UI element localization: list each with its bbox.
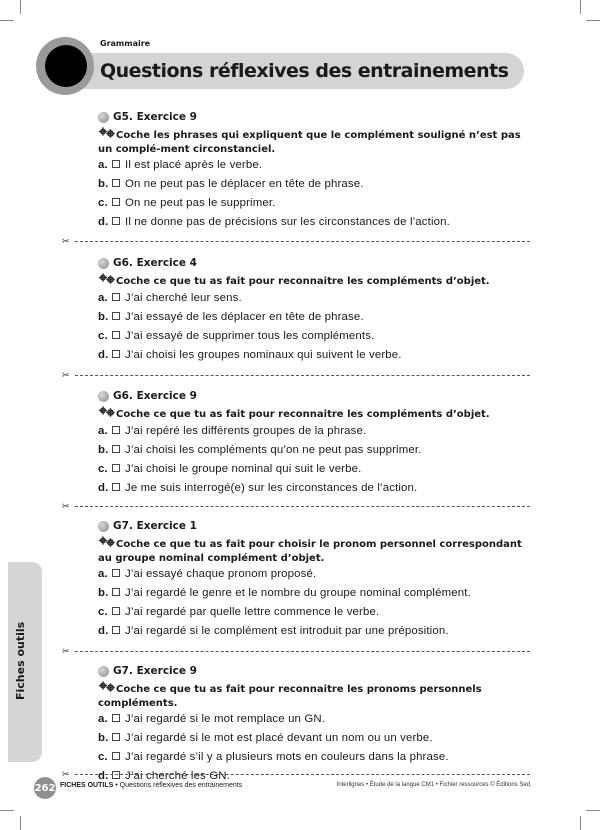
option-letter: c. bbox=[98, 462, 108, 475]
option-text: J’ai cherché leur sens. bbox=[125, 291, 242, 304]
exercise-instruction bbox=[98, 127, 533, 156]
option-letter: b. bbox=[98, 732, 109, 744]
exercise-header bbox=[98, 256, 533, 270]
section-label: Grammaire bbox=[100, 39, 151, 48]
scissors-icon: ✂ bbox=[62, 646, 70, 656]
checkbox-icon[interactable] bbox=[112, 607, 120, 615]
exercise-instruction bbox=[98, 681, 533, 710]
instruction-text: Coche les phrases qui expliquent que le complément souligné n’est pas un complé-ment circonstanciel. bbox=[98, 129, 521, 155]
option-letter: c. bbox=[98, 197, 108, 209]
checkbox-icon[interactable] bbox=[112, 569, 120, 577]
option-letter: b. bbox=[98, 178, 109, 190]
option-item bbox=[98, 216, 533, 235]
option-item bbox=[98, 713, 533, 732]
option-letter: c. bbox=[98, 606, 108, 618]
exercise-label: G6. Exercice 9 bbox=[113, 390, 197, 402]
option-text: J’ai repéré les différents groupes de la phrase. bbox=[125, 424, 367, 437]
grey-circle-icon bbox=[98, 391, 109, 402]
crop-mark bbox=[586, 20, 600, 21]
exercise-header bbox=[98, 664, 533, 678]
option-item bbox=[98, 482, 533, 501]
option-item bbox=[98, 751, 533, 770]
exercise-block bbox=[98, 389, 533, 501]
option-item bbox=[98, 349, 533, 368]
gears-icon bbox=[98, 406, 116, 422]
side-tab-label: Fiches outils bbox=[14, 621, 27, 700]
grey-circle-icon bbox=[98, 521, 109, 532]
gears-icon bbox=[98, 681, 116, 697]
exercise-block bbox=[98, 519, 533, 644]
checkbox-icon[interactable] bbox=[112, 714, 120, 722]
checkbox-icon[interactable] bbox=[112, 588, 120, 596]
scissors-icon: ✂ bbox=[62, 501, 70, 511]
checkbox-icon[interactable] bbox=[112, 464, 120, 472]
option-text: J’ai essayé de les déplacer en tête de phrase. bbox=[125, 310, 364, 323]
checkbox-icon[interactable] bbox=[112, 198, 120, 206]
option-item bbox=[98, 732, 533, 751]
option-item bbox=[98, 197, 533, 216]
dashed-divider bbox=[75, 241, 530, 242]
checkbox-icon[interactable] bbox=[112, 733, 120, 741]
exercise-header bbox=[98, 519, 533, 533]
instruction-text: Coche ce que tu as fait pour choisir le pronom personnel correspondant au groupe nominal complément d’objet. bbox=[98, 538, 522, 564]
gears-icon bbox=[98, 127, 116, 143]
checkbox-icon[interactable] bbox=[112, 445, 120, 453]
checkbox-icon[interactable] bbox=[112, 160, 120, 168]
option-item bbox=[98, 330, 533, 349]
gears-icon bbox=[98, 536, 116, 552]
exercise-label: G7. Exercice 9 bbox=[113, 665, 197, 677]
option-text: J’ai regardé si le mot est placé devant un nom ou un verbe. bbox=[125, 732, 433, 744]
option-letter: d. bbox=[98, 216, 109, 228]
option-letter: b. bbox=[98, 443, 109, 456]
checkbox-icon[interactable] bbox=[112, 350, 120, 358]
option-text: Il est placé après le verbe. bbox=[125, 159, 263, 171]
dashed-divider bbox=[75, 651, 530, 652]
exercise-instruction bbox=[98, 536, 533, 565]
exercise-block bbox=[98, 110, 533, 235]
option-item bbox=[98, 568, 533, 587]
option-list bbox=[98, 425, 533, 501]
option-letter: d. bbox=[98, 481, 109, 494]
crop-mark bbox=[20, 0, 21, 14]
cut-line bbox=[62, 646, 530, 656]
checkbox-icon[interactable] bbox=[112, 626, 120, 634]
option-text: On ne peut pas le déplacer en tête de phrase. bbox=[125, 178, 364, 190]
cut-line bbox=[62, 370, 530, 380]
option-letter: d. bbox=[98, 625, 109, 637]
option-text: Il ne donne pas de précisions sur les circonstances de l’action. bbox=[125, 216, 450, 228]
cut-line bbox=[62, 236, 530, 246]
dashed-divider bbox=[75, 375, 530, 376]
cut-line bbox=[62, 501, 530, 511]
option-item bbox=[98, 625, 533, 644]
option-text: J’ai essayé de supprimer tous les compléments. bbox=[125, 329, 375, 342]
option-item bbox=[98, 606, 533, 625]
option-list bbox=[98, 568, 533, 644]
option-item bbox=[98, 425, 533, 444]
option-list bbox=[98, 292, 533, 368]
option-letter: a. bbox=[98, 568, 108, 580]
option-text: J’ai choisi les compléments qu’on ne peut pas supprimer. bbox=[125, 443, 422, 456]
dashed-divider bbox=[75, 774, 530, 775]
option-text: J’ai regardé si le complément est introduit par une préposition. bbox=[125, 625, 449, 637]
option-text: J’ai essayé chaque pronom proposé. bbox=[125, 568, 317, 580]
checkbox-icon[interactable] bbox=[112, 217, 120, 225]
option-letter: c. bbox=[98, 329, 108, 342]
grey-circle-icon bbox=[98, 112, 109, 123]
option-text: J’ai choisi le groupe nominal qui suit le verbe. bbox=[125, 462, 362, 475]
cut-line bbox=[62, 769, 530, 779]
exercise-header bbox=[98, 389, 533, 403]
option-letter: b. bbox=[98, 587, 109, 599]
exercise-label: G7. Exercice 1 bbox=[113, 520, 197, 532]
grey-circle-icon bbox=[98, 666, 109, 677]
checkbox-icon[interactable] bbox=[112, 293, 120, 301]
crop-mark bbox=[0, 810, 14, 811]
option-text: J’ai cherché les GN. bbox=[125, 770, 230, 782]
option-item bbox=[98, 292, 533, 311]
instruction-text: Coche ce que tu as fait pour reconnaitre les compléments d’objet. bbox=[116, 408, 490, 420]
checkbox-icon[interactable] bbox=[112, 426, 120, 434]
crop-mark bbox=[580, 816, 581, 830]
option-item bbox=[98, 463, 533, 482]
checkbox-icon[interactable] bbox=[112, 179, 120, 187]
option-letter: d. bbox=[98, 770, 109, 782]
title-circle-inner-icon bbox=[45, 45, 87, 87]
exercise-block bbox=[98, 256, 533, 368]
option-text: J’ai regardé par quelle lettre commence le verbe. bbox=[125, 606, 380, 618]
option-text: Je me suis interrogé(e) sur les circonstances de l’action. bbox=[125, 481, 418, 494]
option-item bbox=[98, 178, 533, 197]
option-text: J’ai regardé le genre et le nombre du groupe nominal complément. bbox=[125, 587, 471, 599]
option-text: J’ai regardé s’il y a plusieurs mots en couleurs dans la phrase. bbox=[125, 751, 449, 763]
option-list bbox=[98, 159, 533, 235]
option-item bbox=[98, 159, 533, 178]
option-letter: a. bbox=[98, 713, 108, 725]
exercise-instruction bbox=[98, 273, 533, 289]
option-letter: a. bbox=[98, 424, 108, 437]
option-text: J’ai regardé si le mot remplace un GN. bbox=[125, 713, 326, 725]
instruction-text: Coche ce que tu as fait pour reconnaitre les pronoms personnels compléments. bbox=[98, 683, 482, 709]
footer-section-title: • Questions réflexives des entrainements bbox=[113, 782, 243, 789]
instruction-text: Coche ce que tu as fait pour reconnaitre les compléments d’objet. bbox=[116, 275, 490, 287]
option-letter: a. bbox=[98, 291, 108, 304]
exercise-instruction bbox=[98, 406, 533, 422]
checkbox-icon[interactable] bbox=[112, 331, 120, 339]
page-number: 262 bbox=[34, 777, 56, 799]
crop-mark bbox=[0, 20, 14, 21]
footer-section: FICHES OUTILS bbox=[60, 782, 114, 789]
option-letter: d. bbox=[98, 348, 109, 361]
footer-credits: Interlignes • Étude de la langue CM1 • Fichier ressources © Éditions Sed bbox=[336, 782, 530, 788]
option-item bbox=[98, 444, 533, 463]
checkbox-icon[interactable] bbox=[112, 312, 120, 320]
dashed-divider bbox=[75, 506, 530, 507]
option-letter: b. bbox=[98, 310, 109, 323]
option-text: On ne peut pas le supprimer. bbox=[125, 197, 276, 209]
gears-icon bbox=[98, 273, 116, 289]
page-title: Questions réflexives des entrainements bbox=[100, 60, 509, 82]
option-letter: a. bbox=[98, 159, 108, 171]
footer-left bbox=[60, 782, 242, 789]
scissors-icon: ✂ bbox=[62, 236, 70, 246]
crop-mark bbox=[580, 0, 581, 14]
option-item bbox=[98, 311, 533, 330]
checkbox-icon[interactable] bbox=[112, 752, 120, 760]
option-letter: c. bbox=[98, 751, 108, 763]
crop-mark bbox=[586, 810, 600, 811]
scissors-icon: ✂ bbox=[62, 769, 70, 779]
option-text: J’ai choisi les groupes nominaux qui suivent le verbe. bbox=[125, 348, 402, 361]
grey-circle-icon bbox=[98, 258, 109, 269]
exercise-header bbox=[98, 110, 533, 124]
checkbox-icon[interactable] bbox=[112, 483, 120, 491]
scissors-icon: ✂ bbox=[62, 370, 70, 380]
option-item bbox=[98, 587, 533, 606]
exercise-label: G5. Exercice 9 bbox=[113, 111, 197, 123]
exercise-label: G6. Exercice 4 bbox=[113, 257, 197, 269]
crop-mark bbox=[20, 816, 21, 830]
